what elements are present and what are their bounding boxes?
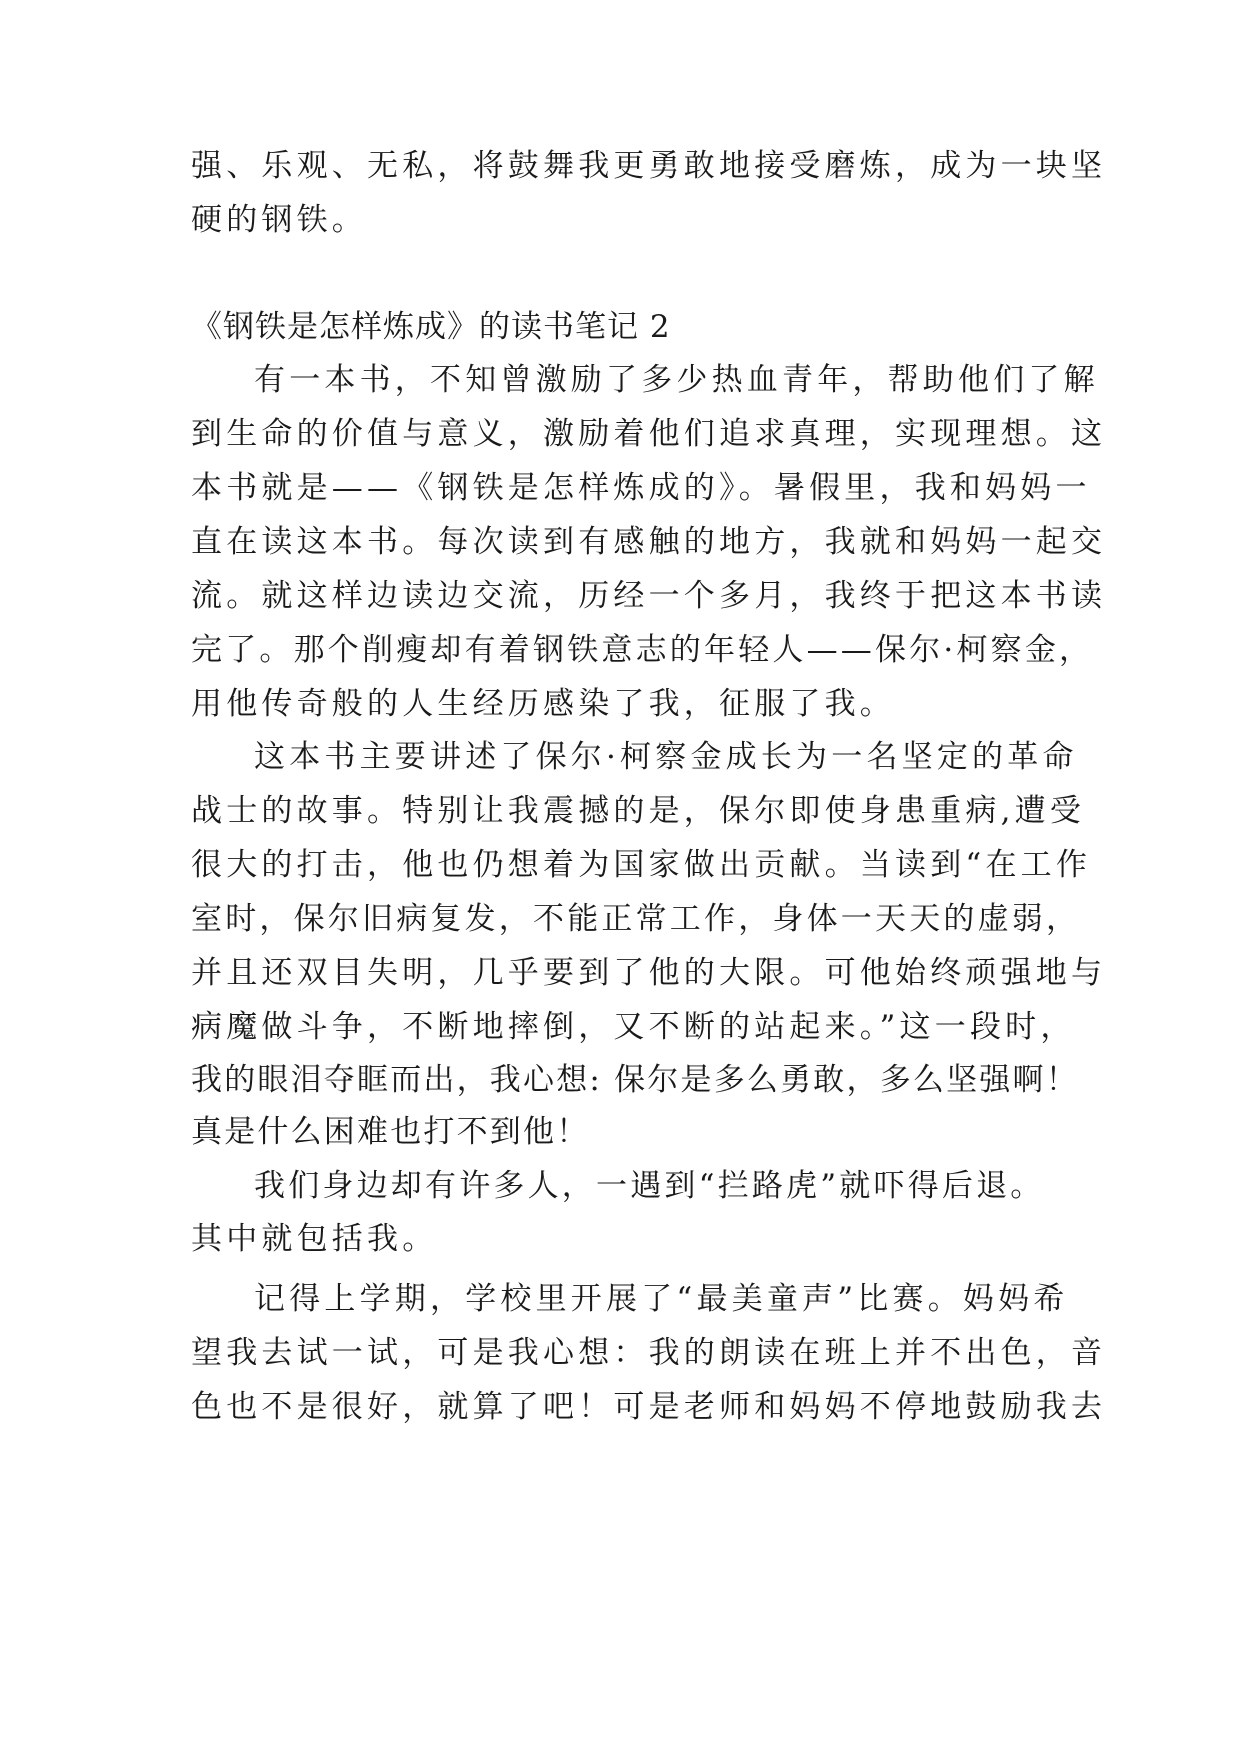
text-line: 用他传奇般的人生经历感染了我，征服了我。 [191, 686, 895, 722]
text-line: 并且还双目失明，几乎要到了他的大限。可他始终顽强地与 [191, 955, 1107, 991]
text-line: 我们身边却有许多人，一遇到“拦路虎”就吓得后退。 [254, 1168, 1045, 1204]
text-line: 到生命的价值与意义，激励着他们追求真理，实现理想。这 [191, 416, 1107, 452]
text-line: 强、乐观、无私，将鼓舞我更勇敢地接受磨炼，成为一块坚 [191, 148, 1107, 184]
text-line: 望我去试一试，可是我心想：我的朗读在班上并不出色，音 [191, 1335, 1107, 1371]
text-line: 流。就这样边读边交流，历经一个多月，我终于把这本书读 [191, 578, 1107, 614]
text-line: 硬的钢铁。 [191, 202, 367, 238]
text-line: 直在读这本书。每次读到有感触的地方，我就和妈妈一起交 [191, 524, 1107, 560]
text-line: 有一本书，不知曾激励了多少热血青年，帮助他们了解 [254, 362, 1099, 398]
text-line: 室时，保尔旧病复发，不能正常工作，身体一天天的虚弱， [191, 901, 1081, 937]
text-line: 色也不是很好，就算了吧！可是老师和妈妈不停地鼓励我去 [191, 1389, 1107, 1425]
section-title: 《钢铁是怎样炼成》的读书笔记 2 [191, 309, 671, 345]
text-line: 记得上学期，学校里开展了“最美童声”比赛。妈妈希 [254, 1281, 1069, 1317]
text-line: 我的眼泪夺眶而出，我心想: 保尔是多么勇敢，多么坚强啊！ [191, 1062, 1079, 1098]
text-line: 其中就包括我。 [191, 1221, 438, 1257]
text-line: 病魔做斗争，不断地摔倒，又不断的站起来。”这一段时， [191, 1009, 1076, 1045]
text-line: 本书就是——《钢铁是怎样炼成的》。暑假里，我和妈妈一 [191, 470, 1091, 506]
text-line: 这本书主要讲述了保尔·柯察金成长为一名坚定的革命 [254, 739, 1078, 775]
text-line: 完了。那个削瘦却有着钢铁意志的年轻人——保尔·柯察金， [191, 632, 1094, 668]
text-line: 战士的故事。特别让我震撼的是，保尔即使身患重病,遭受 [191, 793, 1086, 829]
text-line: 真是什么困难也打不到他！ [191, 1114, 590, 1150]
text-line: 很大的打击，他也仍想着为国家做出贡献。当读到“在工作 [191, 847, 1092, 883]
